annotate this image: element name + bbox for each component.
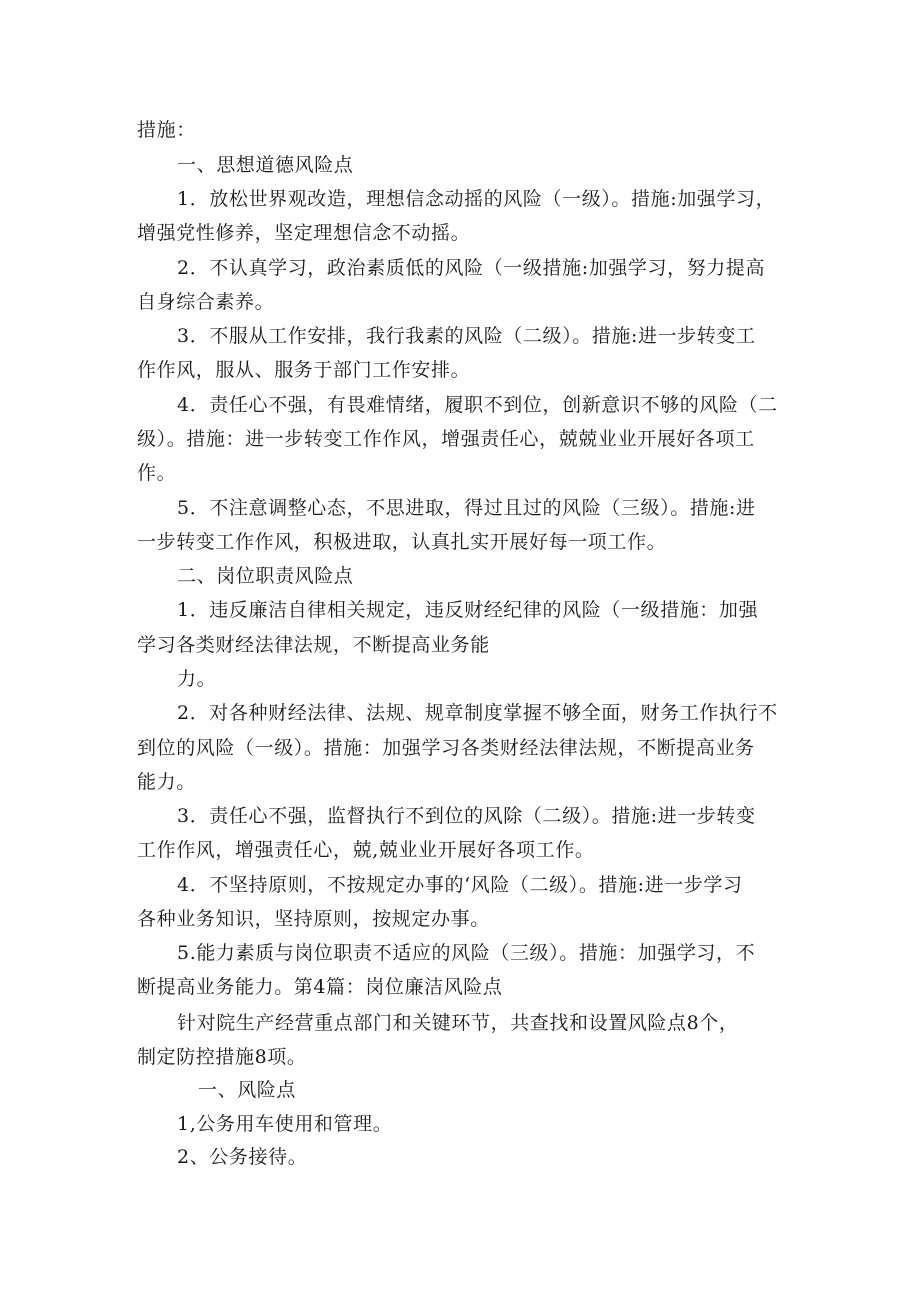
text-line: 4．不坚持原则，不按规定办事的‘风险（二级）。措施:进一步学习 bbox=[177, 874, 743, 896]
text-line: 1．放松世界观改造，理想信念动摇的风险（一级）。措施:加强学习， bbox=[177, 188, 776, 210]
text-line: 断提高业务能力。第4篇：岗位廉洁风险点 bbox=[137, 976, 503, 998]
text-line: 学习各类财经法律法规，不断提高业务能 bbox=[137, 634, 490, 656]
text-line: 3．责任心不强，监督执行不到位的风除（二级）。措施:进一步转变 bbox=[177, 805, 756, 827]
text-line: 自身综合素养。 bbox=[137, 291, 275, 313]
text-line: 1,公务用车使用和管理。 bbox=[177, 1113, 393, 1135]
text-line: 2．不认真学习，政治素质低的风险（一级措施:加强学习，努力提高 bbox=[177, 257, 766, 279]
section-heading: 一、思想道德风险点 bbox=[177, 154, 354, 176]
text-line: 2、公务接待。 bbox=[177, 1146, 308, 1168]
text-line: 措施： bbox=[137, 119, 196, 141]
text-line: 级）。措施：进一步转变工作作风，增强责任心，兢兢业业开展好各项工 bbox=[137, 428, 755, 450]
section-heading: 一、风险点 bbox=[198, 1079, 297, 1101]
text-line: 增强党性修养，坚定理想信念不动摇。 bbox=[137, 222, 471, 244]
text-line: 一步转变工作作风，积极进取，认真扎实开展好每一项工作。 bbox=[137, 531, 667, 553]
text-line: 2．对各种财经法律、法规、规章制度掌握不够全面，财务工作执行不 bbox=[177, 702, 778, 724]
text-line: 工作作风，增强责任心，兢,兢业业开展好各项工作。 bbox=[137, 839, 595, 861]
text-line: 3．不服从工作安排，我行我素的风险（二级）。措施:进一步转变工 bbox=[177, 325, 756, 347]
text-line: 能力。 bbox=[137, 771, 196, 793]
text-line: 作作风，服从、服务于部门工作安排。 bbox=[137, 359, 471, 381]
text-line: 到位的风险（一级）。措施：加强学习各类财经法律法规，不断提高业务 bbox=[137, 737, 755, 759]
text-line: 4．责任心不强，有畏难情绪，履职不到位，创新意识不够的风险（二 bbox=[177, 394, 778, 416]
text-line: 作。 bbox=[137, 462, 177, 484]
text-line: 制定防控措施8项。 bbox=[137, 1046, 307, 1068]
text-line: 5．不注意调整心态，不思进取，得过且过的风险（三级）。措施:进 bbox=[177, 497, 756, 519]
text-line: 针对院生产经营重点部门和关键环节，共查找和设置风险点8个， bbox=[177, 1012, 739, 1034]
text-line: 各种业务知识，坚持原则，按规定办事。 bbox=[137, 908, 490, 930]
text-line: 5.能力素质与岗位职责不适应的风险（三级）。措施：加强学习，不 bbox=[177, 942, 756, 964]
text-line: 1．违反廉洁自律相关规定，违反财经纪律的风险（一级措施：加强 bbox=[177, 599, 759, 621]
section-heading: 二、岗位职责风险点 bbox=[177, 565, 354, 587]
text-line: 力。 bbox=[177, 668, 217, 690]
